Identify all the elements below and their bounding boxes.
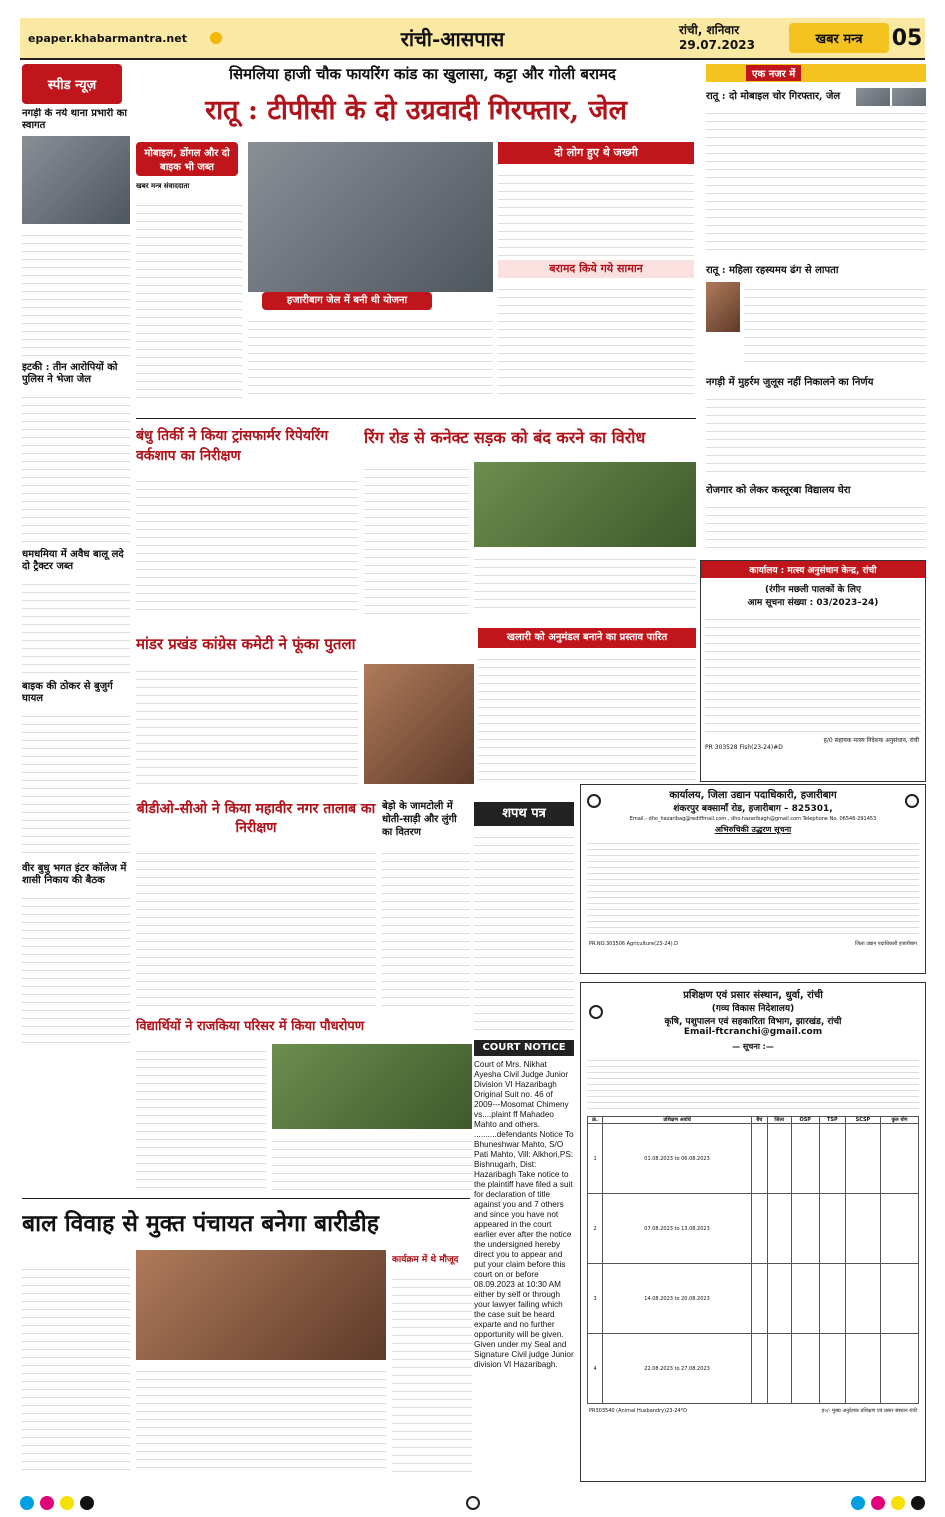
table-cell: 22.08.2023 to 27.08.2023 <box>603 1334 752 1404</box>
divider <box>22 1198 470 1199</box>
fish-sign: ह/0 सहायक मत्स्य निदेशक अनुसंधान, रांची <box>823 737 919 744</box>
article-body-6 <box>382 846 470 1006</box>
training-email: Email-ftcranchi@gmail.com <box>683 1027 823 1037</box>
yellow-mark-icon <box>60 1496 74 1510</box>
magenta-mark-icon <box>40 1496 54 1510</box>
shapath-body <box>474 830 574 1035</box>
shapath-head: शपथ पत्र <box>474 802 574 826</box>
udyan-code: PR.NO.303506 Agriculture(23-24).D <box>589 941 679 947</box>
udyan-title: कार्यालय, जिला उद्यान पदाधिकारी, हजारीबाग <box>669 790 837 801</box>
udyan-email: Email.- dho_hazaribag@rediffmail.com , dho.hazaribagh@gmail.com Telephone No. 06546-291453 <box>629 816 877 822</box>
th-batch: बैच <box>751 1117 767 1124</box>
table-cell: 3 <box>588 1264 603 1334</box>
article-head-4: खलारी को अनुमंडल बनाने का प्रस्ताव पारित <box>478 628 696 648</box>
site-url[interactable]: epaper.khabarmantra.net <box>28 31 187 45</box>
main-body-4 <box>498 282 694 398</box>
fish-title: कार्यालय : मत्स्य अनुसंधान केन्द्र, रांची <box>701 561 925 578</box>
training-body <box>587 1055 919 1113</box>
main-body-3 <box>498 168 694 258</box>
article-head-5: बीडीओ-सीओ ने किया महावीर नगर तालाब का निरीक्षण <box>136 801 376 836</box>
right-body-3 <box>706 392 926 474</box>
article-body-8b <box>136 1364 386 1472</box>
udyan-notice: अभिरुचिकी उद्धरण सूचना <box>714 825 792 834</box>
article-head-9: कार्यक्रम में थे मौजूद <box>392 1255 459 1265</box>
meeting-photo <box>136 1250 386 1360</box>
article-body-2 <box>364 462 469 614</box>
th-osp: OSP <box>791 1117 819 1124</box>
main-sub3: दो लोग हुए थे जख्मी <box>498 142 694 164</box>
th-sn: क्र. <box>588 1117 603 1124</box>
cyan-mark-icon <box>851 1496 865 1510</box>
left-head-3: धमधमिया में अवैध बालू लदे दो ट्रैक्टर जब्त <box>22 549 124 572</box>
article-head-2: रिंग रोड से कनेक्ट सड़क को बंद करने का विरोध <box>364 428 646 447</box>
article-body-5 <box>136 846 376 1006</box>
left-head-2: इटकी : तीन आरोपियों को पुलिस ने भेजा जेल <box>22 362 118 385</box>
cyan-mark-icon <box>20 1496 34 1510</box>
emblem-icon <box>905 794 919 808</box>
right-head-3: नगड़ी में मुहर्रम जुलूस नहीं निकालने का निर्णय <box>706 377 874 388</box>
udyan-addr: शंकरपुर बक्सामाँ रोड, हजारीबाग – 825301, <box>673 804 833 814</box>
yellow-mark-icon <box>891 1496 905 1510</box>
table-cell: 2 <box>588 1194 603 1264</box>
right-head-4: रोजगार को लेकर कस्तूरबा विद्यालय घेरा <box>706 485 851 496</box>
right-body-4 <box>706 500 926 552</box>
main-body-1 <box>136 198 242 398</box>
table-cell: 1 <box>588 1124 603 1194</box>
black-mark-icon <box>80 1496 94 1510</box>
article-head-8: बाल विवाह से मुक्त पंचायत बनेगा बारीडीह <box>22 1210 379 1237</box>
right-head-1: रातू : दो मोबाइल चोर गिरफ्तार, जेल <box>706 91 841 102</box>
training-dept: कृषि, पशुपालन एवं सहकारिता विभाग, झारखंड, रांची <box>664 1017 842 1027</box>
main-body-2 <box>248 314 493 398</box>
nazar-tag: एक नजर में <box>746 65 801 81</box>
nazar-bar <box>706 64 926 82</box>
article-body-4 <box>478 652 696 784</box>
left-body-5 <box>22 891 130 1046</box>
court-notice-body: Court of Mrs. Nikhat Ayesha Civil Judge Junior Division VI Hazaribagh Original Suit no. 46 of 2009---Mosomat Chimeny vs....plaint ff Mahadeo Mahto and others. ..........defendants Notice To Bhuneshwar Mahto, S/O Pati Mahto, Vill: Alkhori,PS: Bishnugarh, Dist: Hazaribagh Take notice to the plaintiff have filed a suit for declaration of title against you and 7 others and since you have not appeared in the court earlier ever after the notice the undersigned hereby direct you to appear and put your claim before this court on or before 08.09.2023 at 10:30 AM either by self or through your lawyer failing which the case suit be heard exparte and no further opportunity will be given. Given under my Seal and Signature Civil judge Junior division VI Hazaribagh. <box>474 1060 574 1369</box>
article-body-1 <box>136 474 358 614</box>
article-body-2b <box>474 552 696 614</box>
training-code: PR303540 (Animal Husbandry)23-24*D <box>589 1408 687 1414</box>
th-period: प्रशिक्षण अवधि <box>603 1117 752 1124</box>
udyan-notice-ad <box>580 784 926 974</box>
left-head-1: नगड़ी के नये थाना प्रभारी का स्वागत <box>22 108 127 131</box>
left-body-4 <box>22 709 130 859</box>
udyan-sign: जिला उद्यान पदाधिकारी हजारीबाग <box>854 941 917 947</box>
left-head-5: वीर बुधु भगत इंटर कॉलेज में शासी निकाय की बैठक <box>22 863 127 886</box>
table-cell: 07.08.2023 to 13.08.2023 <box>603 1194 752 1264</box>
left-head-4: बाइक की ठोकर से बुजुर्ग घायल <box>22 681 113 704</box>
article-head-3: मांडर प्रखंड कांग्रेस कमेटी ने फूंका पुतला <box>136 635 356 653</box>
training-notice: — सूचना :— <box>732 1042 774 1051</box>
training-table <box>587 1116 919 1404</box>
training-sign: ह०/- मुख्य अनुदेशक प्रशिक्षण एवं प्रसार संस्थान रांची <box>821 1408 917 1414</box>
udyan-body <box>587 838 919 938</box>
right-body-1 <box>706 106 926 256</box>
divider <box>136 418 696 419</box>
registration-mark-icon <box>466 1496 480 1510</box>
article-head-1: बंधु तिर्की ने किया ट्रांसफार्मर रिपेयरिंग वर्कशाप का निरीक्षण <box>136 428 329 464</box>
fish-sub: (रंगीन मछली पालकों के लिए <box>765 585 861 595</box>
article-head-6: बेड़ो के जामटोली में धोती-साड़ी और लुंगी का वितरण <box>382 801 457 838</box>
article-body-8 <box>22 1262 130 1472</box>
article-body-3 <box>136 664 358 784</box>
main-sub2: हजारीबाग जेल में बनी थी योजना <box>262 292 432 310</box>
right-body-2 <box>744 282 926 368</box>
fish-body <box>705 612 921 732</box>
article-body-7b <box>272 1134 472 1192</box>
main-sub1: मोबाइल, डोंगल और दो बाइक भी जब्त <box>136 142 238 176</box>
left-body-2 <box>22 390 130 545</box>
mouse-icon <box>210 32 222 44</box>
article-body-7 <box>136 1044 266 1192</box>
training-sub: (गव्य विकास निदेशालय) <box>711 1004 795 1014</box>
th-total: कुल योग <box>880 1117 918 1124</box>
news-photo <box>22 136 130 224</box>
page-header <box>20 18 925 60</box>
court-notice-head: COURT NOTICE <box>474 1040 574 1056</box>
th-scsp: SCSP <box>845 1117 880 1124</box>
training-notice-ad <box>580 982 926 1482</box>
missing-woman-photo <box>706 282 740 332</box>
issue-date <box>679 23 789 53</box>
fish-notice-no: आम सूचना संख्या : 03/2023–24) <box>747 598 879 608</box>
article-head-7: विद्यार्थियों ने राजकिया परिसर में किया पौधरोपण <box>136 1019 365 1034</box>
emblem-icon <box>589 1005 603 1019</box>
article-body-9 <box>392 1272 472 1472</box>
brand-logo: खबर मन्त्र <box>789 23 889 53</box>
table-cell: 4 <box>588 1334 603 1404</box>
black-mark-icon <box>911 1496 925 1510</box>
fish-notice-ad <box>700 560 926 782</box>
main-sub4: बरामद किये गये सामान <box>498 260 694 278</box>
right-head-2: रातू : महिला रहस्यमय ढंग से लापता <box>706 265 839 276</box>
magenta-mark-icon <box>871 1496 885 1510</box>
byline-1: खबर मन्त्र संवाददाता <box>136 182 190 190</box>
main-headline: रातू : टीपीसी के दो उग्रवादी गिरफ्तार, जेल <box>205 95 627 126</box>
emblem-icon <box>587 794 601 808</box>
speed-news-tag: स्पीड न्यूज़ <box>22 64 122 104</box>
main-kicker: सिमलिया हाजी चौक फायरिंग कांड का खुलासा, कट्टा और गोली बरामद <box>229 65 616 83</box>
left-body-1 <box>22 228 130 358</box>
left-body-3 <box>22 577 130 677</box>
arrest-photo <box>248 142 493 292</box>
page-number: 05 <box>891 25 923 51</box>
city-day: रांची, शनिवार <box>679 23 740 37</box>
date-value: 29.07.2023 <box>679 38 755 52</box>
th-district: जिला <box>767 1117 791 1124</box>
th-tsp: TSP <box>819 1117 845 1124</box>
protest-photo <box>474 462 696 547</box>
effigy-photo <box>364 664 474 784</box>
training-title: प्रशिक्षण एवं प्रसार संस्थान, धुर्वा, रांची <box>683 990 823 1001</box>
table-cell: 14.08.2023 to 20.08.2023 <box>603 1264 752 1334</box>
fish-code: PR 303528 Fish(23-24)#D <box>705 744 783 751</box>
table-cell: 01.08.2023 to 06.08.2023 <box>603 1124 752 1194</box>
plantation-photo <box>272 1044 472 1129</box>
print-marks <box>20 1494 925 1512</box>
section-title: रांची-आसपास <box>400 26 505 51</box>
left-column <box>22 108 130 1323</box>
